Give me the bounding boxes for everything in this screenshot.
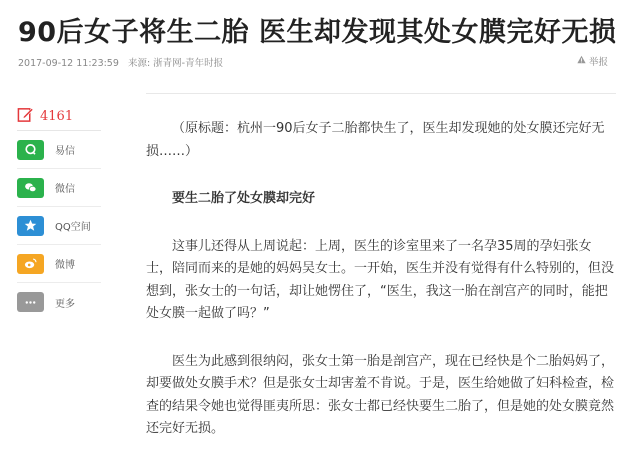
share-weibo[interactable] <box>17 245 101 283</box>
more-icon <box>17 292 44 312</box>
original-title-note: （原标题：杭州一90后女子二胎都快生了，医生却发现她的处女膜还完好无损……） <box>146 121 605 159</box>
share-label: 微信 <box>55 184 75 195</box>
comment-count: 4161 <box>40 109 74 124</box>
wechat-icon <box>17 178 44 198</box>
edit-icon <box>17 106 34 127</box>
share-more[interactable] <box>17 283 101 321</box>
publish-datetime: 2017-09-12 11:23:59 <box>18 58 119 69</box>
weibo-icon <box>17 254 44 274</box>
comment-button[interactable] <box>17 103 101 131</box>
qzone-icon <box>17 216 44 236</box>
share-sidebar <box>17 103 101 321</box>
share-label: 微博 <box>55 260 75 271</box>
share-yixin[interactable] <box>17 131 101 169</box>
article-paragraph: 这事儿还得从上周说起：上周，医生的诊室里来了一名孕35周的孕妇张女士，陪同而来的是她的妈妈吴女士。一开始，医生并没有觉得有什么特别的，但没想到，张女士的一句话，却让她愣住了，“医生，我这一胎在剖宫产的同时，能把处女膜一起做了吗？” <box>146 238 615 321</box>
article-source: 来源: 浙青网-青年时报 <box>127 58 224 69</box>
report-button[interactable] <box>577 54 608 68</box>
share-label: QQ空间 <box>55 222 91 233</box>
report-label: 举报 <box>588 57 608 68</box>
share-wechat[interactable] <box>17 169 101 207</box>
article-meta <box>18 55 223 69</box>
article-paragraph: 医生为此感到很纳闷，张女士第一胎是剖宫产，现在已经快是个二胎妈妈了，却要做处女膜手术？但是张女士却害羞不肯说。于是，医生给她做了妇科检查，检查的结果令她也觉得匪夷所思：张女士都已经快要生二胎了，但是她的处女膜竟然还完好无损。 <box>146 353 615 436</box>
yixin-icon <box>17 140 44 160</box>
section-heading: 要生二胎了处女膜却完好 <box>172 191 316 206</box>
article-title: 90后女子将生二胎 医生却发现其处女膜完好无损 <box>18 17 617 48</box>
share-label: 更多 <box>55 298 75 310</box>
warning-icon <box>577 55 586 67</box>
share-qzone[interactable] <box>17 207 101 245</box>
article-body <box>146 93 616 441</box>
share-label: 易信 <box>55 146 75 157</box>
